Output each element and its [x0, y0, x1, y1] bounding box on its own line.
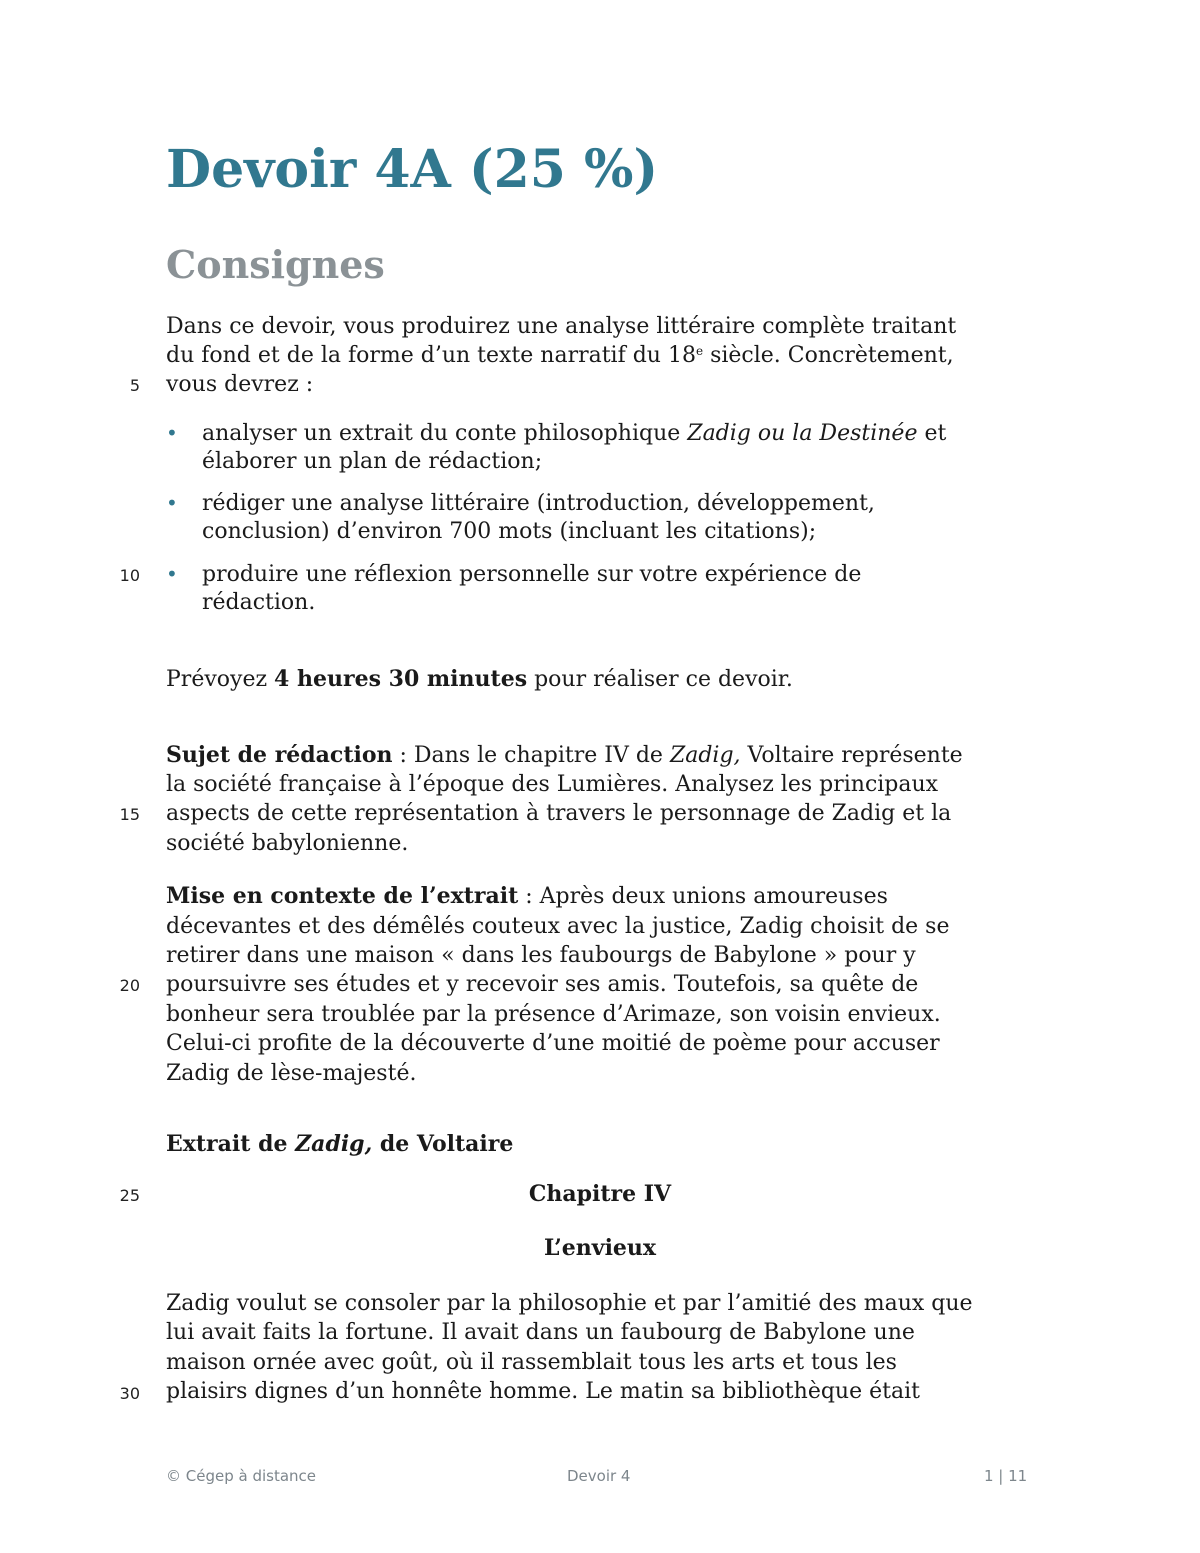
bullet-1-line-2: élaborer un plan de rédaction;: [202, 449, 543, 474]
bullet-icon: •: [166, 491, 178, 515]
contexte-line-1: Mise en contexte de l’extrait : Après deux unions amoureuses: [166, 883, 888, 909]
bullet-2-line-1: rédiger une analyse littéraire (introduction, développement,: [202, 491, 875, 516]
extrait-line-1: Zadig voulut se consoler par la philosophie et par l’amitié des maux que: [166, 1291, 973, 1316]
contexte-line-3: retirer dans une maison « dans les faubourgs de Babylone » pour y: [166, 943, 916, 968]
line-number: 15: [119, 805, 140, 824]
line-number: 5: [129, 376, 140, 395]
contexte-line-4: poursuivre ses études et y recevoir ses amis. Toutefois, sa quête de: [166, 972, 919, 997]
sujet-line-2: la société française à l’époque des Lumières. Analysez les principaux: [166, 772, 939, 797]
footer-page-number: 1 | 11: [984, 1467, 1028, 1485]
extrait-line-4: plaisirs dignes d’un honnête homme. Le matin sa bibliothèque était: [166, 1379, 920, 1404]
time-line: Prévoyez 4 heures 30 minutes pour réaliser ce devoir.: [166, 666, 793, 692]
chapter-heading: Chapitre IV: [528, 1181, 672, 1207]
sujet-line-3: aspects de cette représentation à travers le personnage de Zadig et la: [166, 801, 952, 826]
extrait-line-2: lui avait faits la fortune. Il avait dans un faubourg de Babylone une: [166, 1320, 915, 1345]
line-number: 20: [119, 976, 140, 995]
bullet-icon: •: [166, 562, 178, 586]
bullet-1-line-1: analyser un extrait du conte philosophique Zadig ou la Destinée et: [202, 421, 947, 446]
sujet-line-1: Sujet de rédaction : Dans le chapitre IV de Zadig, Voltaire représente: [166, 742, 963, 768]
intro-line-3: vous devrez :: [166, 372, 314, 397]
bullet-3-line-1: produire une réflexion personnelle sur votre expérience de: [202, 562, 862, 587]
line-number: 10: [119, 566, 140, 585]
contexte-line-5: bonheur sera troublée par la présence d’Arimaze, son voisin envieux.: [166, 1002, 941, 1027]
extrait-line-3: maison ornée avec goût, où il rassemblait tous les arts et tous les: [166, 1350, 897, 1375]
bullet-2-line-2: conclusion) d’environ 700 mots (incluant les citations);: [202, 519, 817, 544]
intro-line-1: Dans ce devoir, vous produirez une analyse littéraire complète traitant: [166, 314, 957, 339]
contexte-line-7: Zadig de lèse-majesté.: [166, 1061, 417, 1086]
extrait-heading: Extrait de Zadig, de Voltaire: [166, 1131, 514, 1157]
footer-document-name: Devoir 4: [567, 1467, 631, 1485]
bullet-icon: •: [166, 421, 178, 445]
sujet-line-4: société babylonienne.: [166, 831, 409, 856]
section-heading-consignes: Consignes: [166, 242, 385, 287]
superscript-e: e: [695, 344, 704, 358]
contexte-line-6: Celui-ci profite de la découverte d’une moitié de poème pour accuser: [166, 1031, 940, 1056]
footer-copyright: © Cégep à distance: [166, 1467, 317, 1485]
page-title: Devoir 4A (25 %): [166, 139, 659, 200]
intro-line-2: du fond et de la forme d’un texte narratif du 18e siècle. Concrètement,: [166, 343, 954, 368]
contexte-line-2: décevantes et des démêlés couteux avec la justice, Zadig choisit de se: [166, 914, 950, 939]
chapter-title: L’envieux: [543, 1235, 657, 1261]
line-number: 25: [119, 1186, 140, 1205]
bullet-3-line-2: rédaction.: [202, 590, 316, 615]
line-number: 30: [119, 1384, 140, 1403]
